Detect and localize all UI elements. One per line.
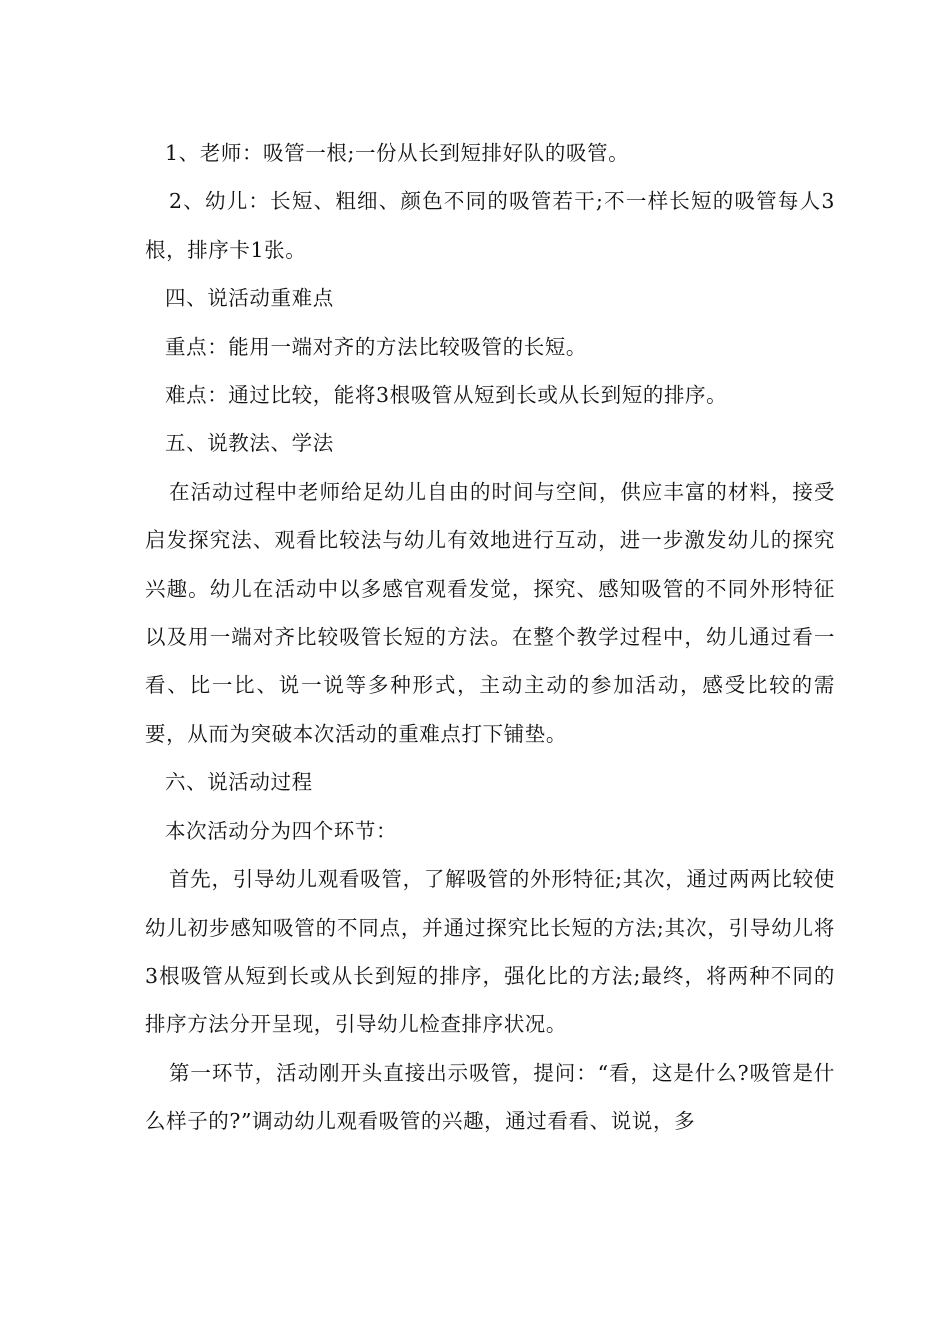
section-heading-4: 四、说活动重难点: [165, 286, 334, 311]
paragraph-difficult-point: 难点：通过比较，能将3根吸管从短到长或从长到短的排序。: [165, 383, 728, 408]
paragraph-process-steps: 首先，引导幼儿观看吸管，了解吸管的外形特征;其次，通过两两比较使幼儿初步感知吸管的不同点，并通过探究比长短的方法;其次，引导幼儿将3根吸管从短到长或从长到短的排序，强化比的方法;最终，将两种不同的排序方法分开呈现，引导幼儿检查排序状况。: [145, 867, 835, 1037]
document-body: [145, 129, 835, 1146]
section-heading-5: 五、说教法、学法: [165, 431, 334, 456]
paragraph-key-point: 重点：能用一端对齐的方法比较吸管的长短。: [165, 334, 587, 359]
section-heading-6: 六、说活动过程: [165, 770, 313, 795]
paragraph-materials-teacher: 1、老师：吸管一根;一份从长到短排好队的吸管。: [165, 141, 630, 165]
paragraph-step-1: 第一环节，活动刚开头直接出示吸管，提问：“看，这是什么?吸管是什么样子的?”调动幼儿观看吸管的兴趣，通过看看、说说，多: [145, 1060, 835, 1134]
paragraph-methods: 在活动过程中老师给足幼儿自由的时间与空间，供应丰富的材料，接受启发探究法、观看比较法与幼儿有效地进行互动，进一步激发幼儿的探究兴趣。幼儿在活动中以多感官观看发觉，探究、感知吸管的不同外形特征以及用一端对齐比较吸管长短的方法。在整个教学过程中，幼儿通过看一看、比一比、说一说等多种形式，主动主动的参加活动，感受比较的需要，从而为突破本次活动的重难点打下铺垫。: [145, 479, 835, 746]
paragraph-process-intro: 本次活动分为四个环节：: [165, 818, 398, 843]
paragraph-materials-children: 2、幼儿：长短、粗细、颜色不同的吸管若干;不一样长短的吸管每人3根，排序卡1张。: [145, 189, 835, 262]
